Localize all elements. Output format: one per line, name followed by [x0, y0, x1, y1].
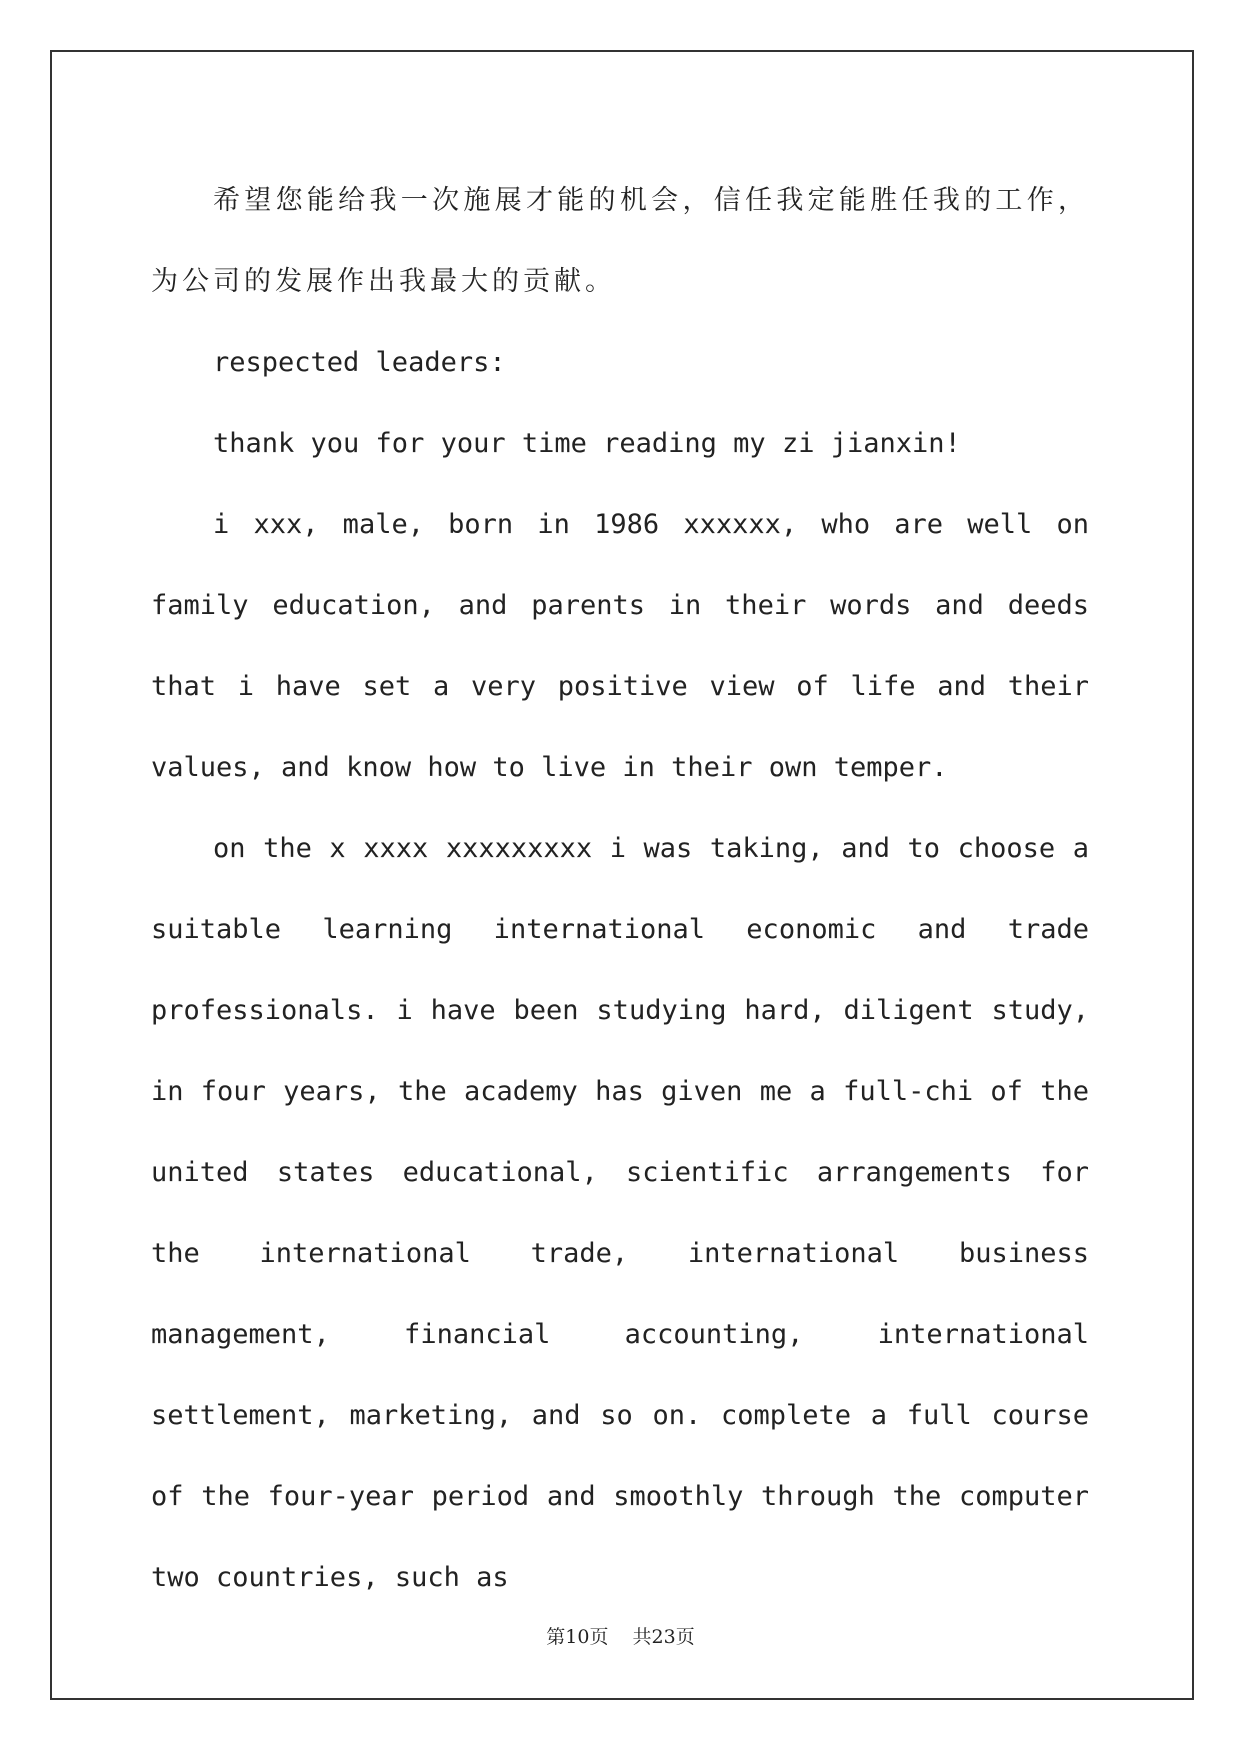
paragraph-1: 希望您能给我一次施展才能的机会，信任我定能胜任我的工作，为公司的发展作出我最大的贡献。 — [151, 185, 1089, 297]
page-footer — [0, 1622, 1241, 1649]
paragraph-5: on the x xxxx xxxxxxxxx i was taking, and to choose a suitable learning international economic and trade professionals. i have been studying hard, diligent study, in four years, the academy has given me a full-chi of the united states educational, scientific arrangements for the international trade, international business management, financial accounting, international settlement, marketing, and so on. complete a full course of the four-year period and smoothly through the computer two countries, such as — [151, 833, 1089, 1593]
page-total: 共23页 — [632, 1626, 695, 1648]
paragraph-2: respected leaders: — [213, 347, 506, 378]
paragraph-4: i xxx, male, born in 1986 xxxxxx, who are well on family education, and parents in their words and deeds that i have set a very positive view of life and their values, and know how to live in their own temper. — [151, 509, 1089, 783]
page-number: 第10页 — [546, 1626, 609, 1648]
document-body — [151, 160, 1089, 1618]
paragraph-3: thank you for your time reading my zi jianxin! — [213, 428, 961, 459]
